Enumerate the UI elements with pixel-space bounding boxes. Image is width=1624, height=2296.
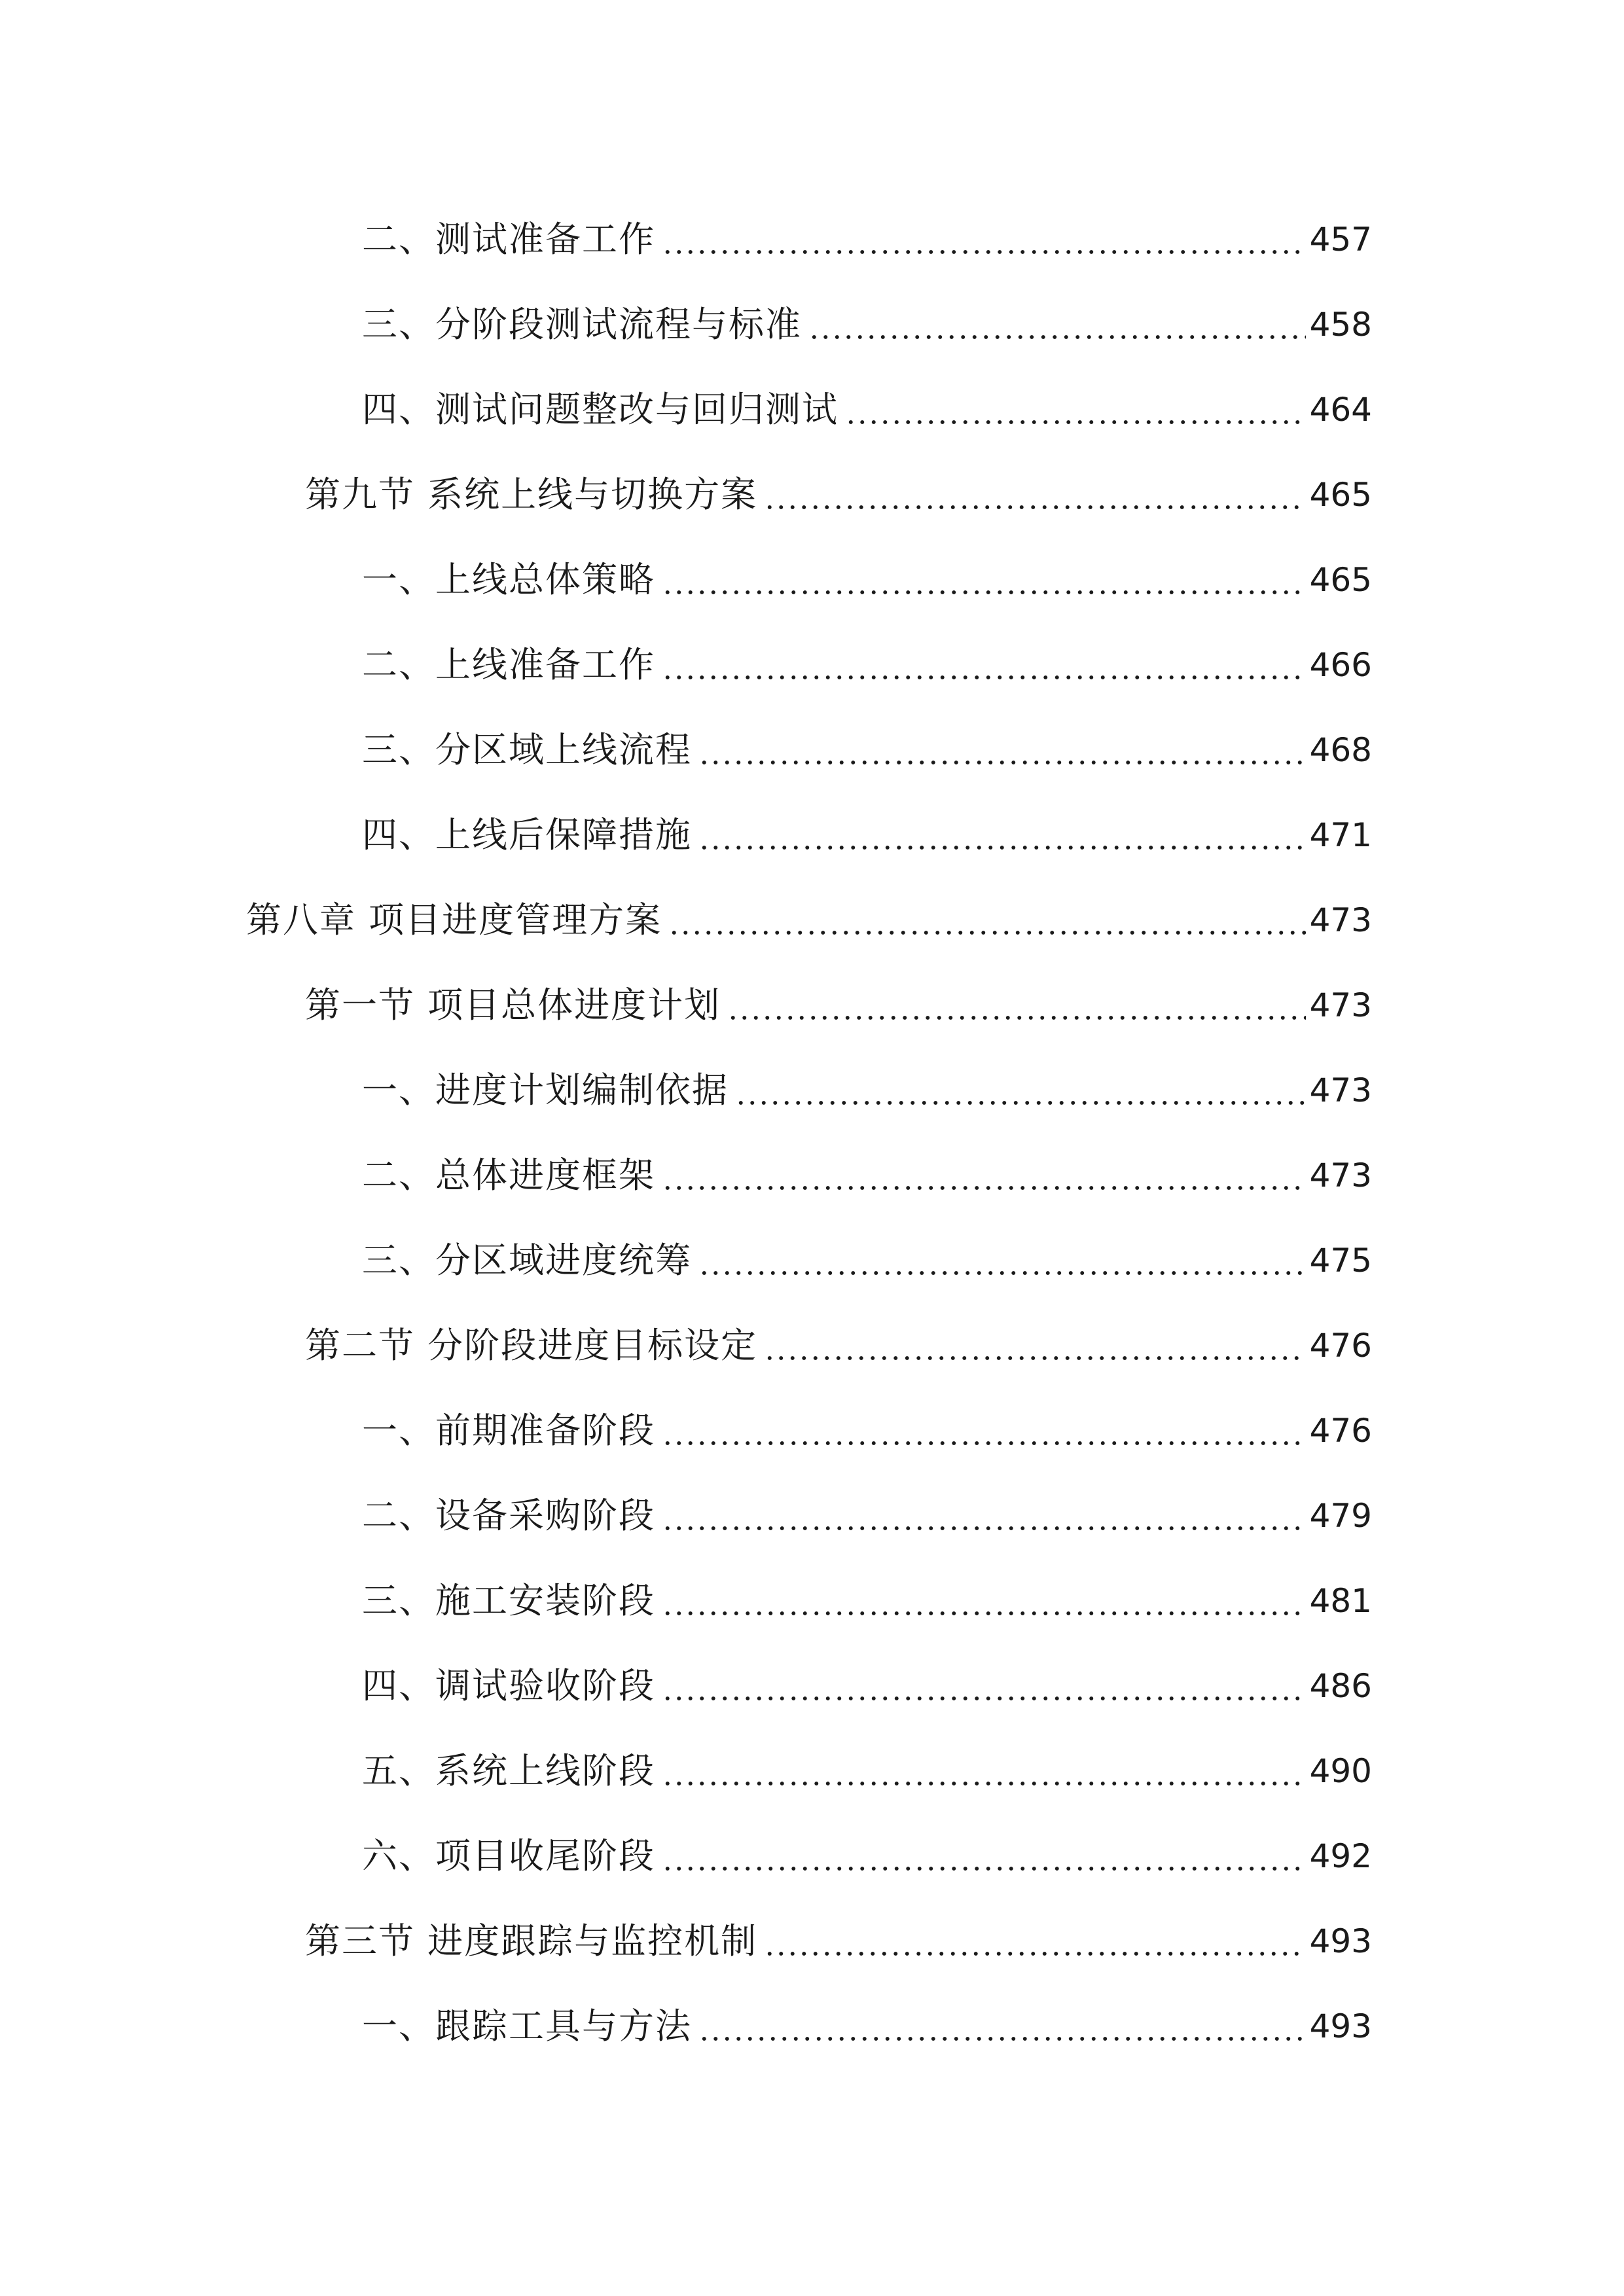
toc-dot-leader	[662, 632, 1306, 698]
toc-entry-page: 479	[1309, 1497, 1372, 1535]
toc-entry-title: 三、分区域进度统筹	[362, 1240, 692, 1281]
toc-entry[interactable]	[362, 1738, 1372, 1804]
toc-dot-leader	[735, 1058, 1306, 1123]
toc-dot-leader	[727, 973, 1305, 1038]
toc-entry-page: 465	[1309, 476, 1372, 514]
toc-dot-leader	[764, 1313, 1305, 1378]
toc-entry-page: 458	[1309, 306, 1372, 344]
toc-entry-title: 四、上线后保障措施	[362, 814, 692, 855]
toc-dot-leader	[698, 802, 1306, 868]
toc-dot-leader	[662, 1738, 1306, 1804]
toc-entry[interactable]	[305, 1909, 1372, 1974]
toc-entry-page: 490	[1309, 1752, 1372, 1790]
toc-entry[interactable]	[305, 1313, 1372, 1378]
toc-dot-leader	[662, 1568, 1306, 1634]
toc-entry-title: 五、系统上线阶段	[362, 1750, 655, 1791]
toc-dot-leader	[698, 1228, 1306, 1293]
toc-entry-title: 第八章 项目进度管理方案	[246, 899, 662, 941]
toc-entry[interactable]	[362, 1058, 1372, 1123]
toc-entry-page: 493	[1309, 2007, 1372, 2045]
toc-dot-leader	[668, 888, 1305, 953]
toc-entry[interactable]	[362, 632, 1372, 698]
toc-entry[interactable]	[246, 888, 1372, 953]
toc-dot-leader	[662, 207, 1306, 272]
toc-entry-page: 457	[1309, 221, 1372, 259]
toc-dot-leader	[662, 1398, 1306, 1463]
toc-entry[interactable]	[362, 1568, 1372, 1634]
toc-dot-leader	[662, 547, 1306, 613]
toc-entry-page: 473	[1309, 901, 1372, 939]
toc-entry-page: 464	[1309, 391, 1372, 429]
toc-entry-title: 一、前期准备阶段	[362, 1410, 655, 1451]
toc-entry[interactable]	[362, 1994, 1372, 2059]
toc-entry-page: 475	[1309, 1242, 1372, 1280]
toc-entry-page: 492	[1309, 1837, 1372, 1875]
toc-entry-page: 481	[1309, 1582, 1372, 1620]
toc-entry-title: 四、测试问题整改与回归测试	[362, 389, 839, 430]
toc-entry-title: 一、跟踪工具与方法	[362, 2005, 692, 2047]
toc-entry-page: 473	[1309, 1157, 1372, 1194]
toc-dot-leader	[698, 1994, 1306, 2059]
toc-entry[interactable]	[362, 1143, 1372, 1208]
toc-entry-title: 第二节 分阶段进度目标设定	[305, 1325, 758, 1366]
toc-entry-title: 二、测试准备工作	[362, 219, 655, 260]
toc-entry[interactable]	[362, 207, 1372, 272]
toc-entry-page: 466	[1309, 646, 1372, 684]
toc-entry[interactable]	[362, 547, 1372, 613]
toc-entry[interactable]	[362, 1398, 1372, 1463]
toc-entry-page: 486	[1309, 1667, 1372, 1705]
toc-dot-leader	[845, 377, 1306, 442]
toc-entry[interactable]	[362, 1653, 1372, 1719]
toc-entry-title: 第一节 项目总体进度计划	[305, 984, 721, 1026]
toc-dot-leader	[764, 462, 1305, 528]
toc-entry-title: 四、调试验收阶段	[362, 1665, 655, 1706]
toc-entry-title: 三、分区域上线流程	[362, 729, 692, 770]
toc-dot-leader	[764, 1909, 1305, 1974]
toc-dot-leader	[698, 717, 1306, 783]
toc-entry-title: 二、上线准备工作	[362, 644, 655, 685]
toc-entry[interactable]	[362, 377, 1372, 442]
toc-entry-page: 468	[1309, 731, 1372, 769]
toc-entry-page: 465	[1309, 561, 1372, 599]
toc-entry-title: 三、分阶段测试流程与标准	[362, 304, 802, 345]
toc-entry[interactable]	[362, 1823, 1372, 1889]
toc-entry[interactable]	[362, 1483, 1372, 1549]
toc-entry-title: 一、上线总体策略	[362, 559, 655, 600]
toc-entry-page: 473	[1309, 986, 1372, 1024]
toc-entry-page: 473	[1309, 1071, 1372, 1109]
toc-entry-title: 一、进度计划编制依据	[362, 1069, 729, 1111]
toc-dot-leader	[662, 1823, 1306, 1889]
toc-entry-page: 476	[1309, 1327, 1372, 1365]
toc-entry-title: 二、总体进度框架	[362, 1155, 655, 1196]
toc-entry[interactable]	[362, 1228, 1372, 1293]
toc-entry[interactable]	[362, 717, 1372, 783]
toc-entry-title: 第九节 系统上线与切换方案	[305, 474, 758, 515]
toc-entry-page: 476	[1309, 1412, 1372, 1450]
toc-entry[interactable]	[305, 462, 1372, 528]
toc-dot-leader	[662, 1143, 1306, 1208]
toc-entry-page: 493	[1309, 1922, 1372, 1960]
toc-dot-leader	[662, 1483, 1306, 1549]
toc-entry[interactable]	[362, 292, 1372, 357]
toc-dot-leader	[808, 292, 1306, 357]
toc-entry-title: 第三节 进度跟踪与监控机制	[305, 1920, 758, 1962]
toc-entry-page: 471	[1309, 816, 1372, 854]
toc-entry[interactable]	[362, 802, 1372, 868]
toc-entry-title: 三、施工安装阶段	[362, 1580, 655, 1621]
toc-entry[interactable]	[305, 973, 1372, 1038]
toc-entry-title: 二、设备采购阶段	[362, 1495, 655, 1536]
toc-entry-title: 六、项目收尾阶段	[362, 1835, 655, 1876]
toc-dot-leader	[662, 1653, 1306, 1719]
